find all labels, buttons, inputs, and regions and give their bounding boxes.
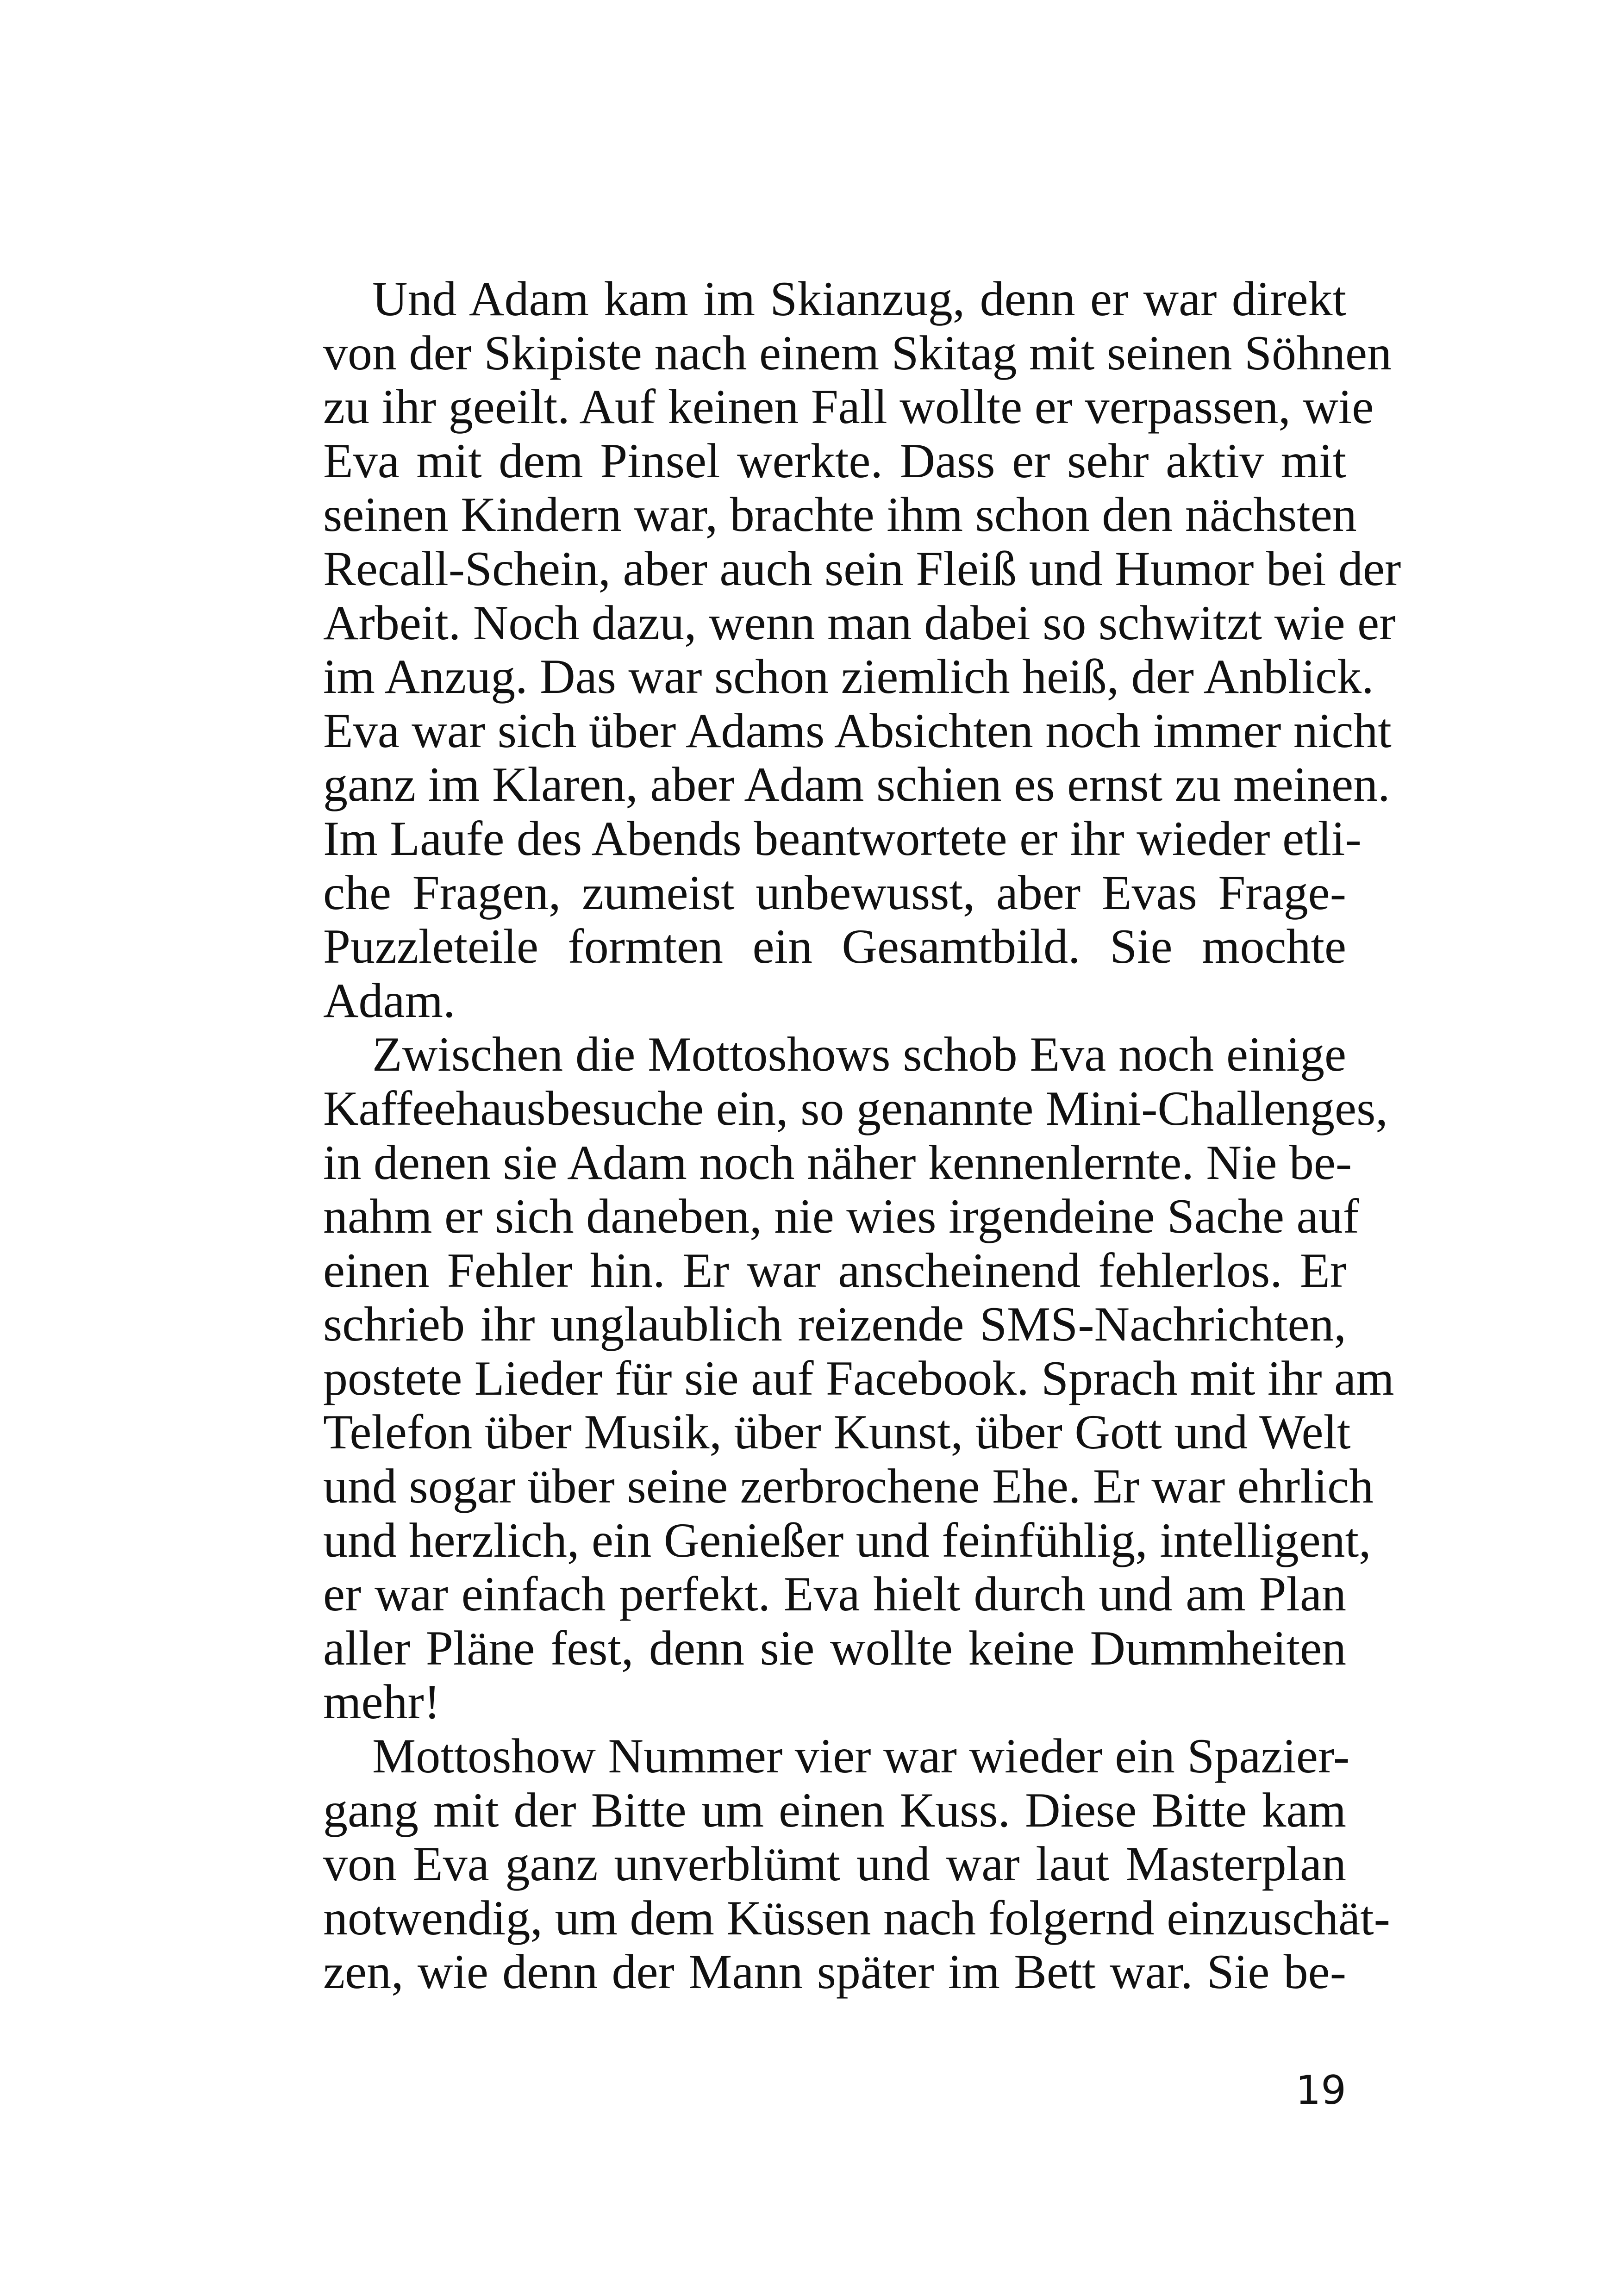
text-line: und herzlich, ein Genießer und feinfühlig, intelligent, [323, 1513, 1371, 1567]
text-line: von der Skipiste nach einem Skitag mit seinen Söhnen [323, 325, 1392, 380]
text-line: Und Adam kam im Skianzug, denn er war direkt [372, 272, 1346, 326]
text-line: Zwischen die Mottoshows schob Eva noch einige [372, 1027, 1346, 1082]
text-line: Eva mit dem Pinsel werkte. Dass er sehr aktiv mit [323, 433, 1346, 488]
text-line: im Anzug. Das war schon ziemlich heiß, der Anblick. [323, 649, 1374, 704]
paragraph [323, 272, 1401, 1028]
text-line: Eva war sich über Adams Absichten noch immer nicht [323, 703, 1392, 758]
text-line: Mottoshow Nummer vier war wieder ein Spazier- [372, 1729, 1350, 1784]
text-line: gang mit der Bitte um einen Kuss. Diese Bitte kam [323, 1783, 1346, 1837]
text-line: Adam. [323, 973, 456, 1028]
text-line: zu ihr geeilt. Auf keinen Fall wollte er verpassen, wie [323, 380, 1374, 434]
text-line: ganz im Klaren, aber Adam schien es ernst zu meinen. [323, 757, 1390, 812]
text-line: che Fragen, zumeist unbewusst, aber Evas Frage- [323, 865, 1346, 920]
text-line: notwendig, um dem Küssen nach folgernd einzuschät- [323, 1890, 1390, 1945]
text-line: schrieb ihr unglaublich reizende SMS-Nachrichten, [323, 1297, 1346, 1352]
text-line: mehr! [323, 1675, 441, 1729]
text-line: Puzzleteile formten ein Gesamtbild. Sie mochte [323, 919, 1346, 974]
text-line: Arbeit. Noch dazu, wenn man dabei so schwitzt wie er [323, 595, 1396, 650]
text-line: zen, wie denn der Mann später im Bett war. Sie be- [323, 1945, 1346, 1999]
text-line: nahm er sich daneben, nie wies irgendeine Sache auf [323, 1189, 1359, 1244]
body-text [323, 272, 1401, 1999]
text-line: Telefon über Musik, über Kunst, über Gott und Welt [323, 1405, 1351, 1459]
paragraph [323, 1729, 1390, 1999]
paragraph [323, 1027, 1394, 1729]
text-line: einen Fehler hin. Er war anscheinend fehlerlos. Er [323, 1243, 1346, 1297]
text-line: seinen Kindern war, brachte ihm schon den nächsten [323, 487, 1357, 542]
text-line: Kaffeehausbesuche ein, so genannte Mini-Challenges, [323, 1081, 1388, 1135]
text-line: aller Pläne fest, denn sie wollte keine Dummheiten [323, 1621, 1346, 1675]
text-line: von Eva ganz unverblümt und war laut Masterplan [323, 1837, 1346, 1891]
text-line: er war einfach perfekt. Eva hielt durch und am Plan [323, 1567, 1346, 1621]
page-number: 19 [1295, 2067, 1346, 2114]
text-line: postete Lieder für sie auf Facebook. Sprach mit ihr am [323, 1351, 1394, 1405]
text-line: und sogar über seine zerbrochene Ehe. Er war ehrlich [323, 1459, 1374, 1514]
text-line: in denen sie Adam noch näher kennenlernte. Nie be- [323, 1135, 1352, 1190]
text-line: Recall-Schein, aber auch sein Fleiß und Humor bei der [323, 541, 1401, 596]
text-line: Im Laufe des Abends beantwortete er ihr wieder etli- [323, 811, 1362, 866]
